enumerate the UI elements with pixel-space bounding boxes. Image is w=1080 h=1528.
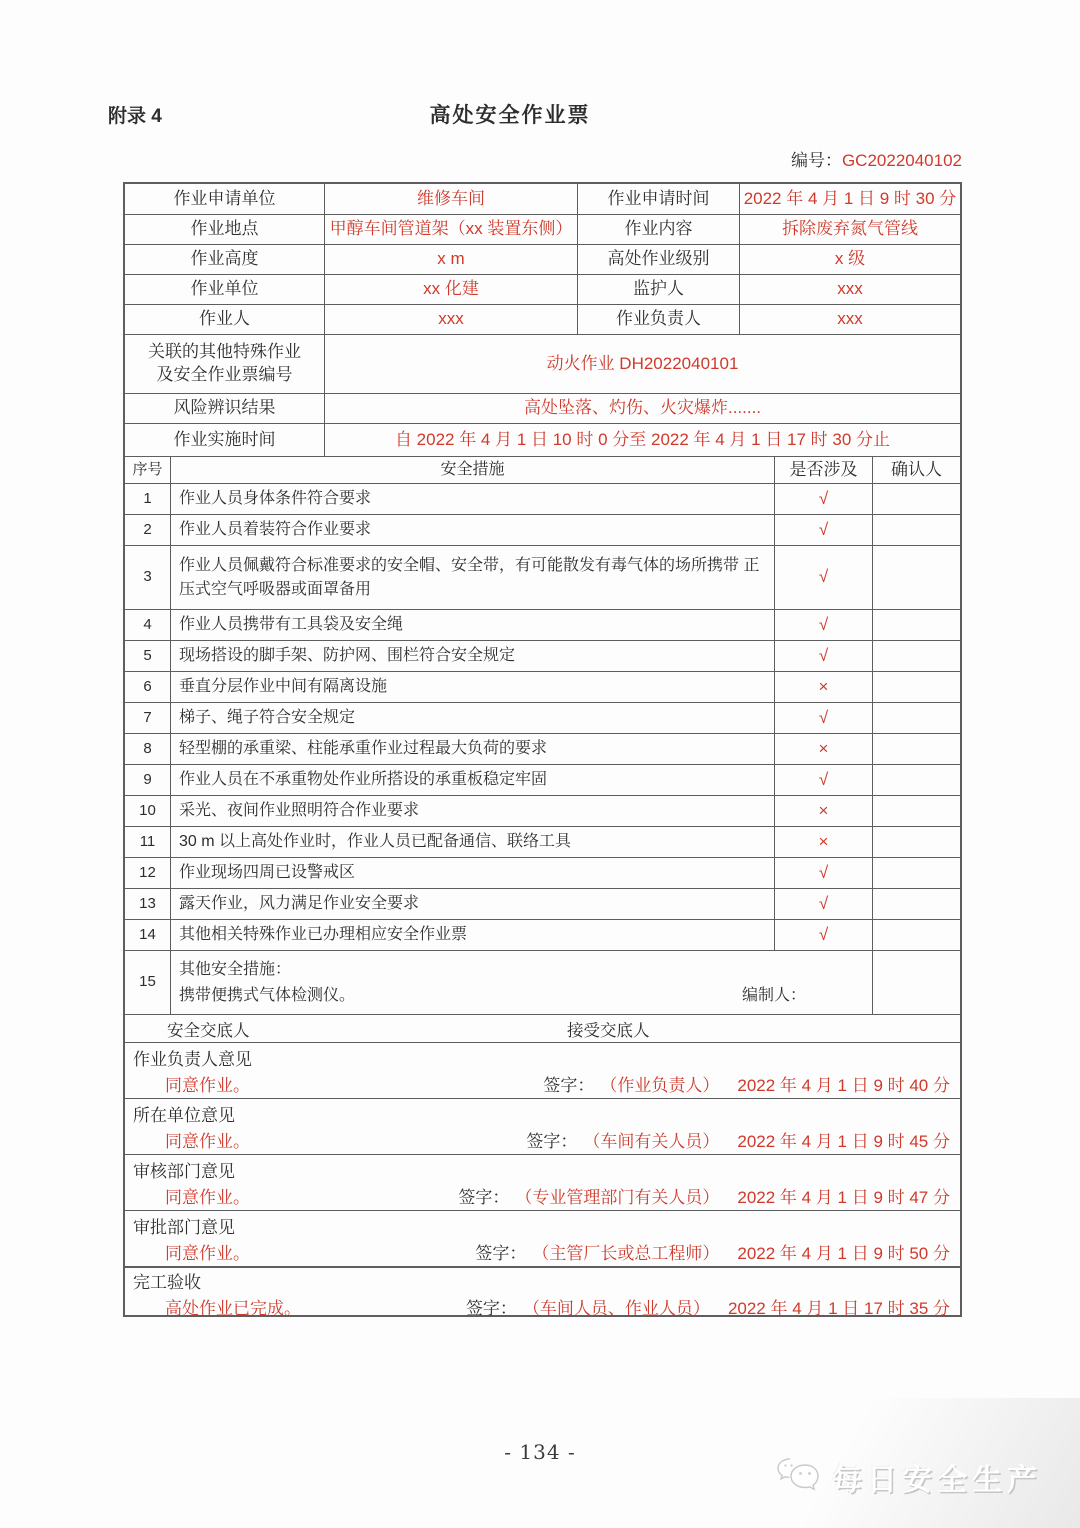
field-value: x 级 <box>739 245 960 274</box>
field-label: 风险辨识结果 <box>173 398 276 418</box>
field-value: 2022 年 4 月 1 日 9 时 30 分 <box>739 184 960 214</box>
row-number: 5 <box>143 646 152 664</box>
signoff-title: 审核部门意见 <box>133 1162 235 1181</box>
row-number: 14 <box>139 925 156 943</box>
signer-role: （专业管理部门有关人员） <box>515 1187 720 1207</box>
measure-text: 作业人员携带有工具袋及安全绳 <box>170 610 774 640</box>
confirmer-cell <box>872 858 960 888</box>
table-row-risk <box>125 393 960 423</box>
checklist-header-row <box>125 456 960 483</box>
involved-mark: √ <box>774 515 872 545</box>
involved-mark: √ <box>774 765 872 795</box>
involved-mark: √ <box>774 484 872 514</box>
row-number: 12 <box>139 863 156 881</box>
sign-datetime: 2022 年 4 月 1 日 9 时 47 分 <box>737 1187 950 1207</box>
row-number: 9 <box>143 770 152 788</box>
involved-mark: √ <box>774 889 872 919</box>
confirmer-cell <box>872 827 960 857</box>
field-value: x m <box>324 245 577 274</box>
checklist-row-other-measures <box>125 950 960 1014</box>
page-title: 高处安全作业票 <box>429 104 591 127</box>
signoff-block-review <box>125 1154 960 1210</box>
confirmer-cell <box>872 734 960 764</box>
doc-number <box>791 146 962 171</box>
row-number: 11 <box>139 832 156 850</box>
row-number: 4 <box>143 615 152 633</box>
row-number: 6 <box>143 677 152 695</box>
sign-label: 签字： <box>543 1075 595 1095</box>
checklist-row <box>125 640 960 671</box>
field-value: xx 化建 <box>324 275 577 304</box>
involved-mark: × <box>774 672 872 702</box>
sign-datetime: 2022 年 4 月 1 日 17 时 35 分 <box>727 1298 950 1318</box>
involved-mark: √ <box>774 858 872 888</box>
page-number: - 134 - <box>504 1440 576 1464</box>
involved-mark: √ <box>774 641 872 671</box>
watermark-text: 每日安全生产 <box>832 1464 1042 1497</box>
field-label: 作业人 <box>199 309 250 329</box>
wechat-icon <box>776 1457 822 1498</box>
field-value: xxx <box>739 275 960 304</box>
sign-label: 签字： <box>475 1243 527 1263</box>
signoff-title: 完工验收 <box>133 1273 201 1292</box>
measure-text: 作业人员着装符合作业要求 <box>170 515 774 545</box>
table-row <box>125 244 960 274</box>
confirmer-cell <box>872 515 960 545</box>
row-number: 13 <box>139 894 156 912</box>
row-number: 3 <box>143 568 152 586</box>
field-label: 作业负责人 <box>577 305 739 334</box>
confirmer-cell <box>872 796 960 826</box>
signoff-title: 审批部门意见 <box>133 1218 235 1237</box>
measure-text: 作业人员身体条件符合要求 <box>170 484 774 514</box>
preparer-label: 编制人： <box>741 986 806 1004</box>
doc-number-label: 编号： <box>790 151 842 170</box>
field-label: 作业申请单位 <box>173 188 276 208</box>
field-label: 监护人 <box>577 275 739 304</box>
field-label: 作业内容 <box>577 215 739 244</box>
signoff-title: 所在单位意见 <box>133 1106 235 1125</box>
measure-text: 垂直分层作业中间有隔离设施 <box>170 672 774 702</box>
signoff-block-completion <box>125 1268 960 1318</box>
row-number: 10 <box>139 801 156 819</box>
sign-datetime: 2022 年 4 月 1 日 9 时 40 分 <box>737 1075 950 1095</box>
briefing-receiver-label: 接受交底人 <box>567 1021 650 1040</box>
involved-mark: × <box>774 796 872 826</box>
table-row <box>125 184 960 214</box>
confirmer-cell <box>872 672 960 702</box>
measure-text: 其他相关特殊作业已办理相应安全作业票 <box>170 920 774 950</box>
table-row <box>125 304 960 334</box>
checklist-row <box>125 919 960 950</box>
field-label: 作业地点 <box>190 219 259 239</box>
confirmer-cell <box>872 951 960 1014</box>
field-value: xxx <box>739 305 960 334</box>
row-number: 7 <box>143 708 152 726</box>
other-measures-detail <box>179 983 864 1009</box>
field-label: 作业单位 <box>190 279 259 299</box>
other-measures-text: 携带便携式气体检测仪。 <box>179 986 356 1004</box>
checklist-row <box>125 826 960 857</box>
measure-text: 轻型棚的承重梁、柱能承重作业过程最大负荷的要求 <box>170 734 774 764</box>
watermark <box>776 1455 1042 1499</box>
table-row-linked-permit <box>125 334 960 393</box>
field-label: 作业实施时间 <box>173 429 276 449</box>
checklist-row <box>125 764 960 795</box>
table-row-implementation-time <box>125 423 960 456</box>
appendix-label: 附录 4 <box>108 106 162 127</box>
signoff-title: 作业负责人意见 <box>133 1050 252 1069</box>
signer-role: （作业负责人） <box>600 1075 720 1095</box>
measure-text: 采光、夜间作业照明符合作业要求 <box>170 796 774 826</box>
column-header: 序号 <box>132 460 163 478</box>
field-value: 自 2022 年 4 月 1 日 10 时 0 分至 2022 年 4 月 1 日 17 时 30 分止 <box>324 424 960 456</box>
other-measures-cell <box>170 951 872 1014</box>
checklist-row <box>125 609 960 640</box>
signer-role: （车间人员、作业人员） <box>522 1298 710 1318</box>
confirmer-cell <box>872 641 960 671</box>
table-row <box>125 214 960 244</box>
sign-datetime: 2022 年 4 月 1 日 9 时 50 分 <box>737 1243 950 1263</box>
table-row <box>125 274 960 304</box>
checklist-row <box>125 671 960 702</box>
involved-mark: √ <box>774 920 872 950</box>
checklist-row <box>125 483 960 514</box>
checklist-row <box>125 888 960 919</box>
confirmer-cell <box>872 765 960 795</box>
briefing-giver-label: 安全交底人 <box>167 1021 250 1040</box>
completion-acceptance-box <box>123 1266 962 1317</box>
involved-mark: √ <box>774 703 872 733</box>
row-number: 8 <box>143 739 152 757</box>
field-label: 高处作业级别 <box>577 245 739 274</box>
confirmer-cell <box>872 703 960 733</box>
sign-label: 签字： <box>458 1187 510 1207</box>
field-value: 高处坠落、灼伤、火灾爆炸....... <box>324 394 960 423</box>
measure-text: 30 m 以上高处作业时，作业人员已配备通信、联络工具 <box>170 827 774 857</box>
measure-text: 作业人员在不承重物处作业所搭设的承重板稳定牢固 <box>170 765 774 795</box>
field-value: xxx <box>324 305 577 334</box>
checklist-row <box>125 857 960 888</box>
signoff-block-approval <box>125 1210 960 1266</box>
other-measures-title: 其他安全措施： <box>179 960 292 978</box>
signoff-block-unit <box>125 1098 960 1154</box>
column-header: 确认人 <box>872 457 960 483</box>
column-header: 安全措施 <box>170 457 774 483</box>
field-label: 作业高度 <box>190 249 259 269</box>
signoff-opinion: 同意作业。 <box>165 1187 250 1207</box>
confirmer-cell <box>872 484 960 514</box>
checklist-row <box>125 795 960 826</box>
sign-datetime: 2022 年 4 月 1 日 9 时 45 分 <box>737 1131 950 1151</box>
column-header: 是否涉及 <box>774 457 872 483</box>
row-number: 15 <box>139 973 156 991</box>
measure-text: 作业人员佩戴符合标准要求的安全帽、安全带，有可能散发有毒气体的场所携带 正压式空气呼吸器或面罩备用 <box>170 546 774 609</box>
row-number: 1 <box>143 489 152 507</box>
involved-mark: × <box>774 827 872 857</box>
signoff-opinion: 同意作业。 <box>165 1075 250 1095</box>
involved-mark: √ <box>774 610 872 640</box>
field-value: 维修车间 <box>324 184 577 214</box>
field-value: 甲醇车间管道架（xx 装置东侧） <box>324 215 577 244</box>
confirmer-cell <box>872 546 960 609</box>
field-label: 关联的其他特殊作业及安全作业票编号 <box>148 342 301 384</box>
signoff-opinion: 高处作业已完成。 <box>165 1298 301 1318</box>
checklist-row <box>125 545 960 609</box>
signoff-opinion: 同意作业。 <box>165 1131 250 1151</box>
involved-mark: √ <box>774 546 872 609</box>
confirmer-cell <box>872 610 960 640</box>
checklist-row <box>125 733 960 764</box>
sign-label: 签字： <box>465 1298 517 1318</box>
sign-label: 签字： <box>526 1131 578 1151</box>
measure-text: 露天作业，风力满足作业安全要求 <box>170 889 774 919</box>
permit-form-table <box>123 182 962 1268</box>
confirmer-cell <box>872 889 960 919</box>
signoff-block-responsible <box>125 1042 960 1098</box>
confirmer-cell <box>872 920 960 950</box>
field-value: 动火作业 DH2022040101 <box>324 335 960 393</box>
field-label: 作业申请时间 <box>577 184 739 214</box>
measure-text: 作业现场四周已设警戒区 <box>170 858 774 888</box>
measure-text: 现场搭设的脚手架、防护网、围栏符合安全规定 <box>170 641 774 671</box>
row-number: 2 <box>143 520 152 538</box>
doc-number-value: GC2022040102 <box>841 151 962 170</box>
field-value: 拆除废弃氮气管线 <box>739 215 960 244</box>
measure-text: 梯子、绳子符合安全规定 <box>170 703 774 733</box>
signer-role: （车间有关人员） <box>583 1131 720 1151</box>
signoff-opinion: 同意作业。 <box>165 1243 250 1263</box>
briefing-row <box>125 1014 960 1042</box>
checklist-row <box>125 514 960 545</box>
checklist-row <box>125 702 960 733</box>
involved-mark: × <box>774 734 872 764</box>
signer-role: （主管厂长或总工程师） <box>532 1243 720 1263</box>
